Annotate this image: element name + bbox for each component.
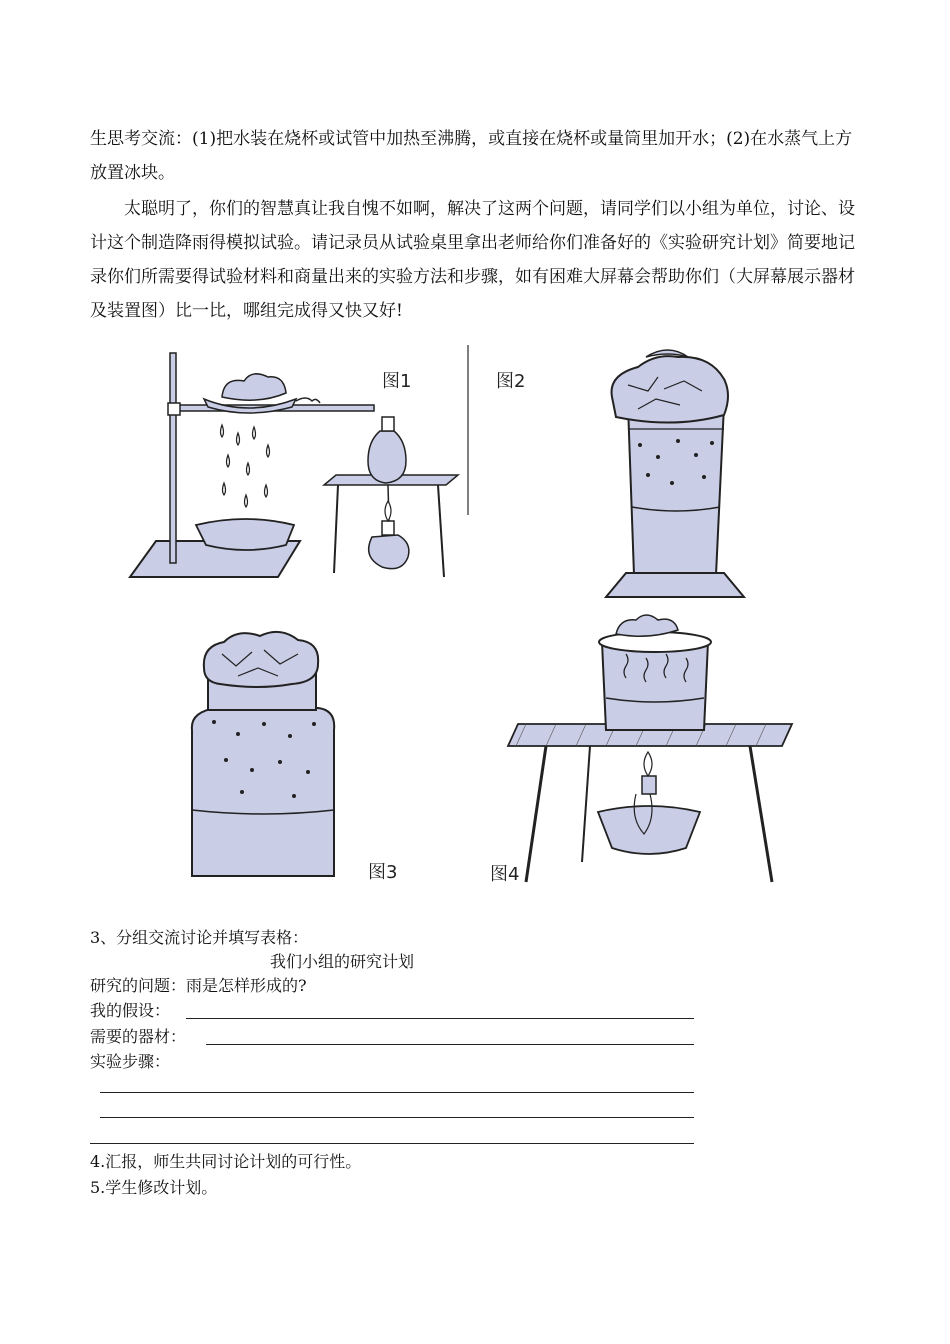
steps-blank-line-2 — [100, 1117, 694, 1118]
figure-1-label: 图1 — [382, 371, 412, 392]
materials-blank-line — [206, 1044, 694, 1045]
intro-paragraph-1: 生思考交流：(1)把水装在烧杯或试管中加热至沸腾，或直接在烧杯或量筒里加开水；(2)在水蒸气上方放置冰块。 — [90, 129, 853, 183]
figure-3-label: 图3 — [368, 862, 398, 883]
figure-3-illustration — [168, 620, 418, 890]
steps-label: 实验步骤： — [90, 1052, 171, 1071]
steps-blank-line-1 — [100, 1092, 694, 1093]
figure-4-illustration — [486, 612, 806, 894]
section-4-text: 4.汇报，师生共同讨论计划的可行性。 — [90, 1152, 362, 1171]
section-5-text: 5.学生修改计划。 — [90, 1178, 218, 1197]
intro-paragraph-2: 太聪明了，你们的智慧真让我自愧不如啊，解决了这两个问题，请同学们以小组为单位，讨论、设计这个制造降雨得模拟试验。请记录员从试验桌里拿出老师给你们准备好的《实验研究计划》简要地记录你们所需要得试验材料和商量出来的实验方法和步骤，如有困难大屏幕会帮助你们（大屏幕展示器材及装置图）比一比，哪组完成得又快又好! — [90, 199, 855, 321]
section-3-heading: 3、分组交流讨论并填写表格： — [90, 928, 309, 947]
hypothesis-label: 我的假设： — [90, 1001, 171, 1020]
hypothesis-blank-line — [186, 1018, 694, 1019]
plan-title: 我们小组的研究计划 — [270, 952, 415, 971]
figure-2-label: 图2 — [496, 371, 526, 392]
steps-blank-line-3 — [90, 1143, 694, 1144]
research-question: 研究的问题：雨是怎样形成的? — [90, 976, 307, 995]
materials-label: 需要的器材： — [90, 1027, 187, 1046]
figure-2-illustration — [488, 345, 808, 607]
figure-4-label: 图4 — [490, 864, 520, 885]
figure-1-illustration — [128, 345, 473, 585]
